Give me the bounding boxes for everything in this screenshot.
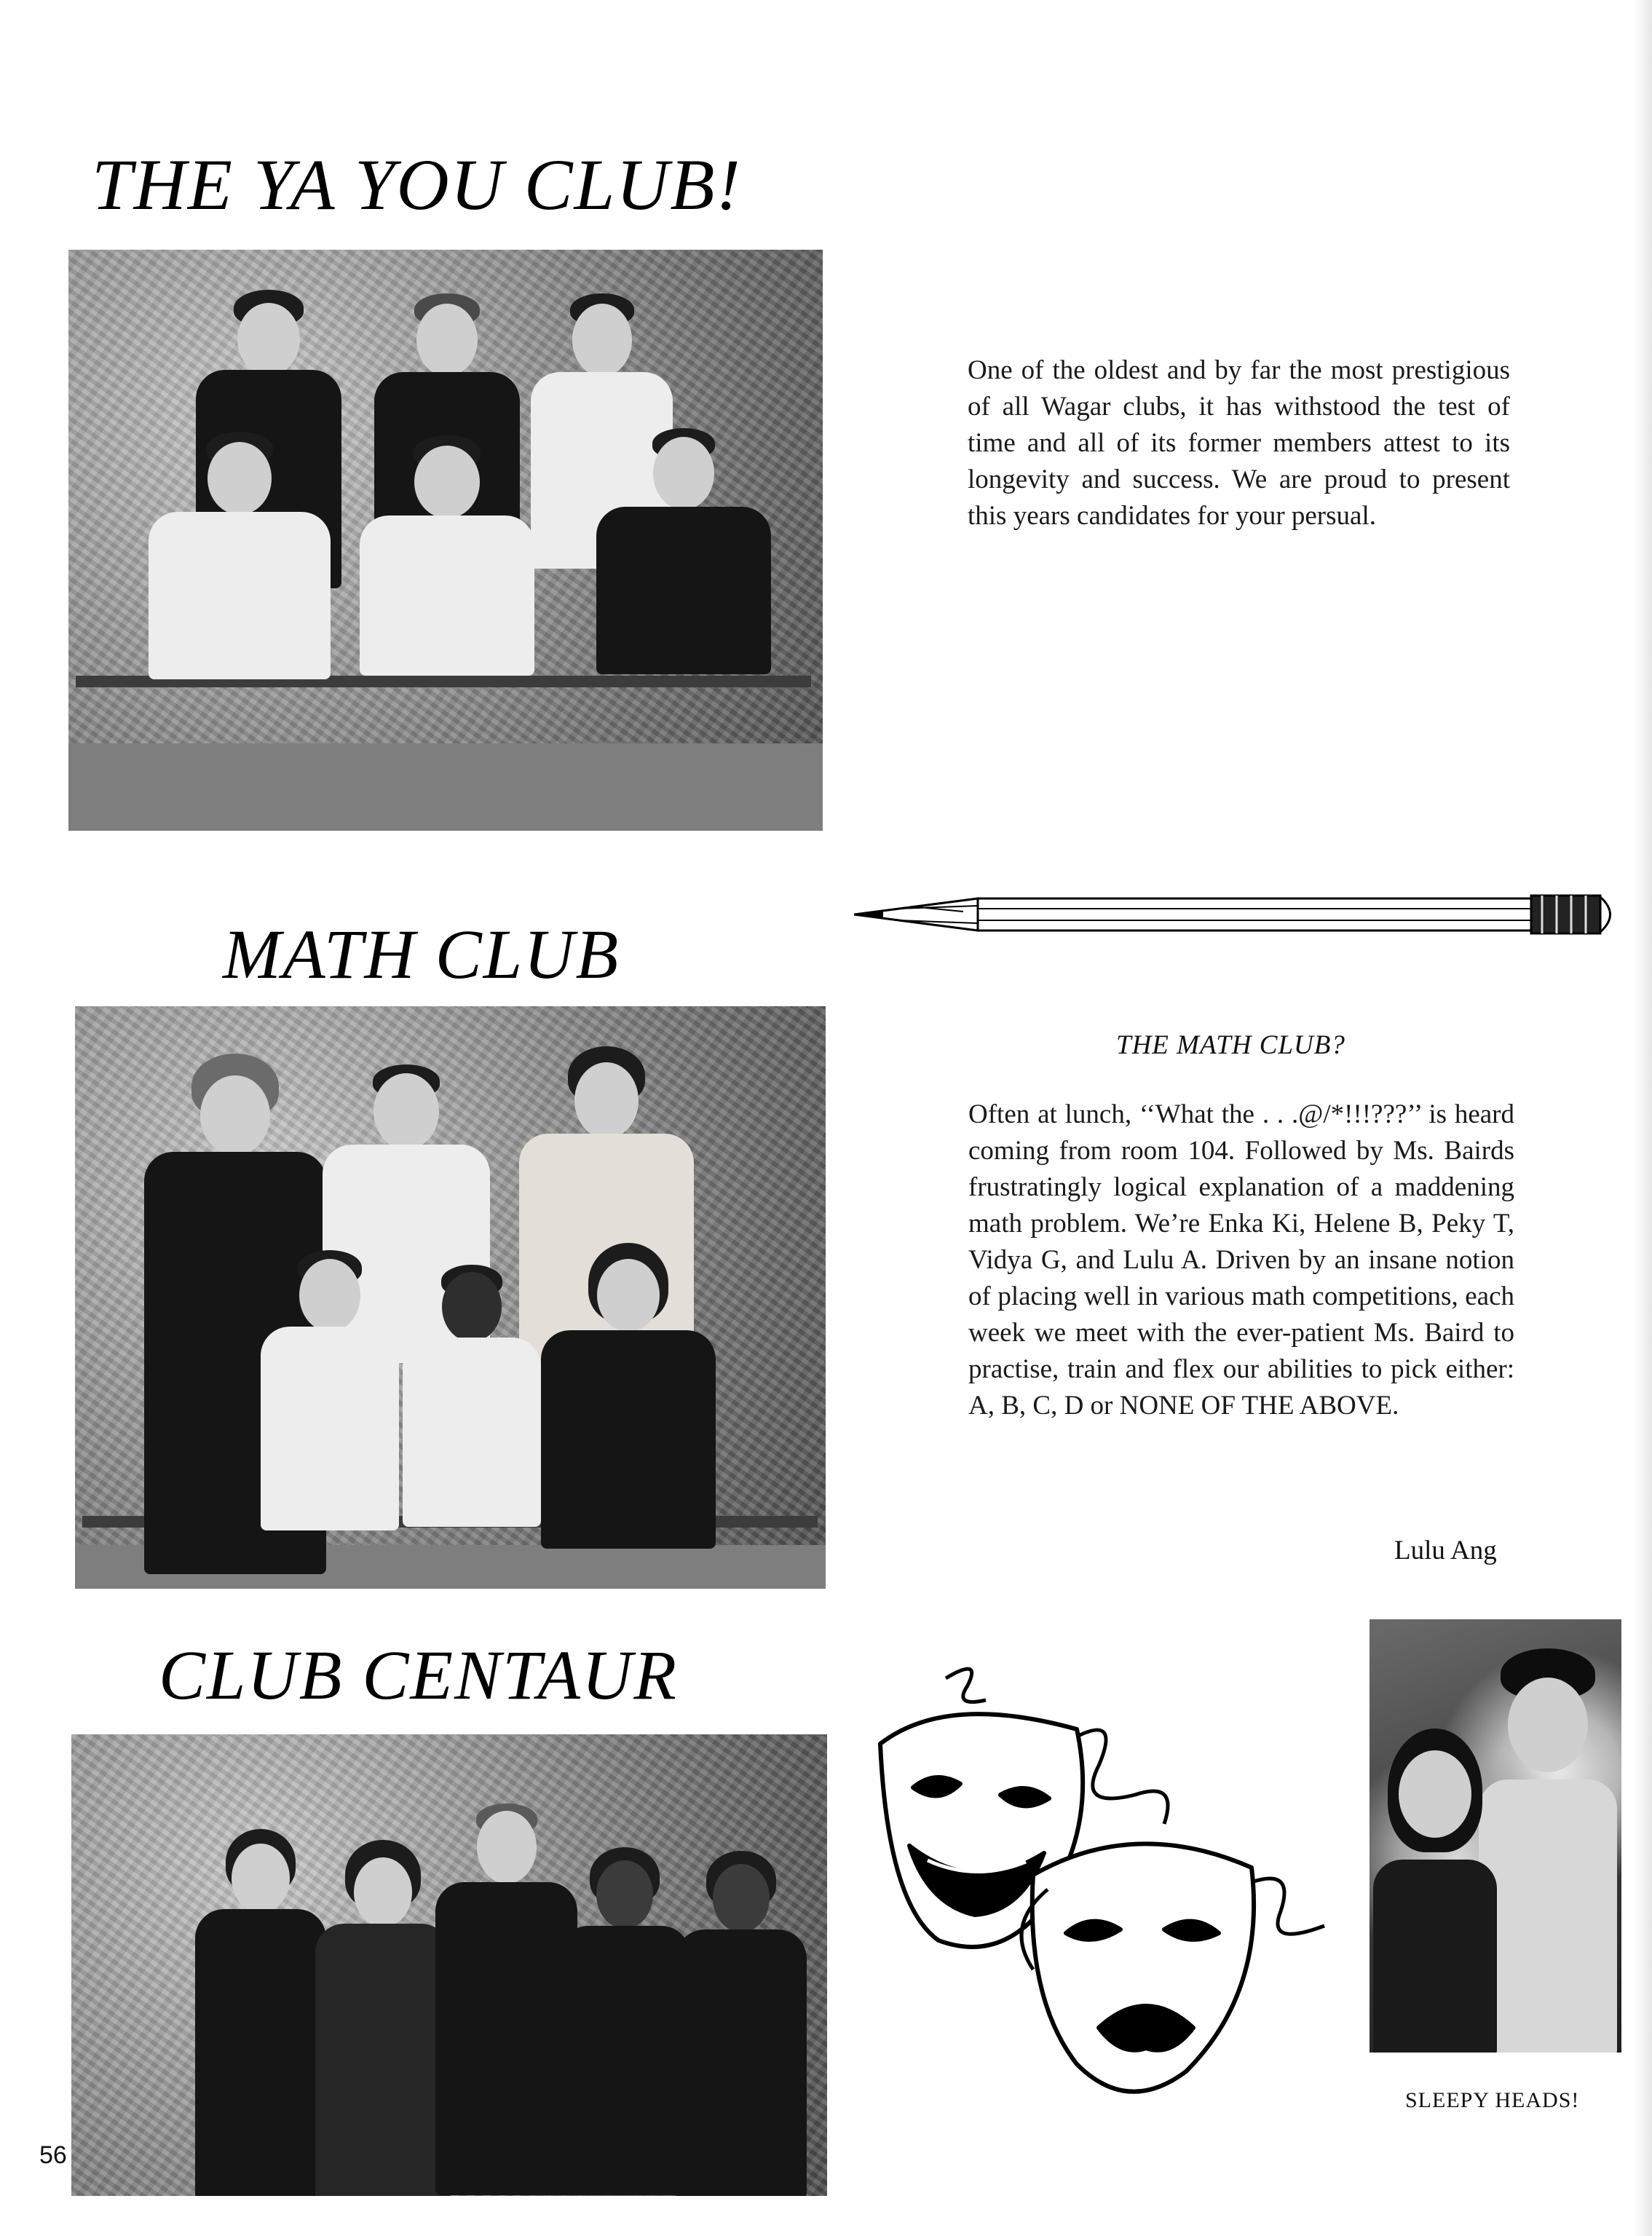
page-spine-edge bbox=[1633, 0, 1652, 2236]
math-club-group-photo bbox=[75, 1006, 826, 1589]
math-club-description: Often at lunch, ‘‘What the . . .@/*!!!???’’ is heard coming from room 104. Followed by Ms. Bairds frustratingly logical explanation of a maddening math problem. We’re Enka Ki, Helene B, Peky T, Vidya G, and Lulu A. Driven by an insane notion of placing well in various math competitions, each week we meet with the ever-patient Ms. Baird to practise, train and flex our abilities to pick either: A, B, C, D or NONE OF THE ABOVE. bbox=[968, 1099, 1514, 1421]
ya-you-club-heading: THE YA YOU CLUB! bbox=[92, 144, 742, 225]
club-centaur-heading: CLUB CENTAUR bbox=[159, 1636, 678, 1714]
math-club-author-signature: Lulu Ang bbox=[1394, 1536, 1497, 1565]
ya-you-club-group-photo bbox=[68, 250, 823, 831]
page-number: 56 bbox=[39, 2141, 67, 2169]
sleepy-heads-caption: SLEEPY HEADS! bbox=[1405, 2088, 1580, 2112]
ya-you-club-description: One of the oldest and by far the most prestigious of all Wagar clubs, it has withstood the test of time and all of its former members attest to its longevity and success. We are proud to present this years candidates for your persual. bbox=[968, 355, 1510, 531]
theatre-masks-icon bbox=[858, 1649, 1343, 2115]
math-club-heading: MATH CLUB bbox=[223, 915, 620, 993]
pencil-icon bbox=[854, 890, 1624, 939]
club-centaur-group-photo bbox=[71, 1734, 827, 2196]
math-club-subheading: THE MATH CLUB? bbox=[1116, 1030, 1345, 1060]
sleepy-heads-candid-photo bbox=[1370, 1619, 1621, 2053]
